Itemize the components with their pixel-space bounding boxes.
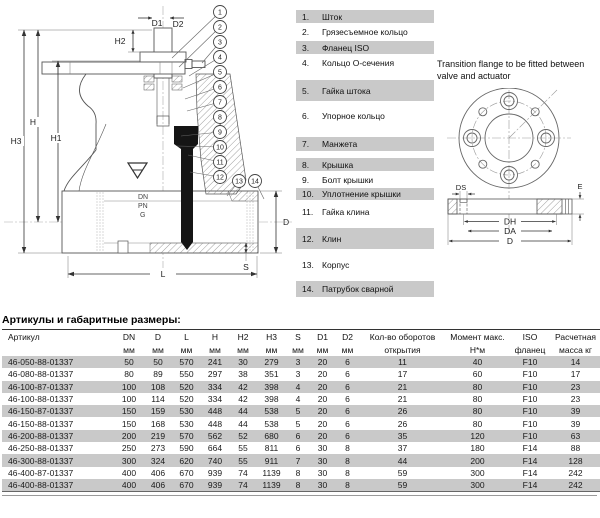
part-label: Уплотнение крышки <box>322 189 401 199</box>
value-cell: 351 <box>264 369 279 380</box>
table-row <box>2 454 600 466</box>
value-cell: 89 <box>153 369 163 380</box>
value-cell: 6 <box>295 430 301 441</box>
column-unit: мм <box>180 344 193 355</box>
callout-8 <box>214 111 227 124</box>
value-cell: 241 <box>207 357 223 368</box>
parts-list <box>296 6 434 297</box>
article-cell: 46-150-87-01337 <box>8 406 74 417</box>
table-row <box>2 479 600 492</box>
value-cell: 26 <box>397 406 408 417</box>
part-item <box>296 228 434 249</box>
value-cell: 37 <box>397 443 408 454</box>
value-cell: 8 <box>345 480 350 491</box>
value-cell: 406 <box>150 467 166 478</box>
value-cell: 74 <box>238 467 248 478</box>
value-cell: 59 <box>397 467 408 478</box>
callout-5 <box>214 66 227 79</box>
part-number: 8. <box>302 159 310 170</box>
dim-d2: D2 <box>172 19 184 29</box>
table-row <box>2 368 600 380</box>
value-cell: 20 <box>317 394 328 405</box>
value-cell: 20 <box>317 381 328 392</box>
value-cell: 100 <box>121 381 137 392</box>
value-cell: 520 <box>179 381 194 392</box>
table-row <box>2 381 600 393</box>
table-row <box>2 417 600 429</box>
column-header: Артикул <box>8 331 40 342</box>
value-cell: 40 <box>472 357 483 368</box>
column-header: DN <box>122 331 136 342</box>
value-cell: 14 <box>570 357 581 368</box>
column-unit: Н*м <box>469 344 486 355</box>
column-header: ISO <box>522 331 538 342</box>
part-label: Манжета <box>322 139 358 149</box>
value-cell: 250 <box>121 443 137 454</box>
part-label: Шток <box>322 11 343 22</box>
callout-4 <box>214 51 227 64</box>
value-cell: F10 <box>522 406 538 417</box>
value-cell: 42 <box>238 381 248 392</box>
column-header: H3 <box>266 331 277 342</box>
value-cell: 11 <box>398 357 407 368</box>
value-cell: 26 <box>397 418 408 429</box>
part-number: 11. <box>302 206 314 217</box>
body-mark-pn: PN <box>138 203 148 210</box>
value-cell: F14 <box>522 480 538 491</box>
value-cell: 180 <box>470 443 485 454</box>
value-cell: 20 <box>317 357 328 368</box>
value-cell: F10 <box>522 394 538 405</box>
part-label: Клин <box>322 233 342 244</box>
svg-text:7: 7 <box>218 99 222 107</box>
value-cell: 911 <box>264 455 279 466</box>
value-cell: 59 <box>397 480 408 491</box>
value-cell: 44 <box>238 418 248 429</box>
value-cell: F10 <box>522 381 538 392</box>
value-cell: 562 <box>207 430 223 441</box>
value-cell: 7 <box>295 455 301 466</box>
value-cell: 242 <box>568 467 583 478</box>
value-cell: 530 <box>179 406 194 417</box>
value-cell: 398 <box>264 394 279 405</box>
value-cell: 680 <box>264 430 279 441</box>
value-cell: 35 <box>397 430 408 441</box>
article-cell: 46-300-88-01337 <box>8 455 74 466</box>
value-cell: 219 <box>150 430 166 441</box>
label-dh: DH <box>503 216 517 227</box>
value-cell: 8 <box>345 455 350 466</box>
value-cell: 334 <box>207 381 223 392</box>
column-unit: открытия <box>384 344 421 355</box>
value-cell: 4 <box>295 394 301 405</box>
value-cell: 20 <box>317 369 328 380</box>
value-cell: 530 <box>179 418 194 429</box>
value-cell: 5 <box>295 406 301 417</box>
value-cell: 300 <box>121 455 137 466</box>
callout-11 <box>214 156 227 169</box>
value-cell: 300 <box>470 467 485 478</box>
part-item <box>296 205 434 218</box>
part-number: 12. <box>302 233 314 244</box>
column-header: D2 <box>342 331 353 342</box>
value-cell: 23 <box>570 394 581 405</box>
value-cell: F14 <box>522 467 538 478</box>
part-item <box>296 80 434 101</box>
column-unit: фланец <box>514 344 546 355</box>
value-cell: 20 <box>317 418 328 429</box>
svg-text:6: 6 <box>218 84 222 92</box>
table-row <box>2 467 600 479</box>
value-cell: 38 <box>238 369 248 380</box>
value-cell: 30 <box>317 443 328 454</box>
column-unit: мм <box>341 344 354 355</box>
value-cell: 80 <box>472 394 483 405</box>
value-cell: 400 <box>121 467 137 478</box>
value-cell: 30 <box>317 467 328 478</box>
column-header: Момент макс. <box>450 331 505 342</box>
article-cell: 46-050-88-01337 <box>8 357 74 368</box>
value-cell: 159 <box>150 406 166 417</box>
value-cell: 108 <box>150 381 166 392</box>
value-cell: 939 <box>207 467 223 478</box>
column-unit: мм <box>152 344 164 355</box>
label-da: DA <box>504 226 516 237</box>
value-cell: 20 <box>317 430 328 441</box>
table-title: Артикулы и габаритные размеры: <box>2 314 181 326</box>
value-cell: 8 <box>295 467 301 478</box>
part-number: 4. <box>302 57 310 68</box>
part-label: Гайка клина <box>322 206 370 217</box>
part-label: Корпус <box>322 260 350 270</box>
callout-13 <box>233 175 246 188</box>
value-cell: 80 <box>472 406 483 417</box>
column-header: Расчетная <box>554 331 597 342</box>
part-item <box>296 25 434 38</box>
value-cell: 570 <box>179 357 194 368</box>
svg-text:8: 8 <box>218 114 222 122</box>
value-cell: F14 <box>522 455 538 466</box>
column-header: D1 <box>317 331 328 342</box>
part-number: 1. <box>302 11 310 22</box>
value-cell: 570 <box>179 430 194 441</box>
flange-section-view <box>448 199 572 214</box>
svg-text:12: 12 <box>216 174 224 182</box>
table-row <box>2 430 600 442</box>
part-number: 7. <box>302 139 310 149</box>
article-cell: 46-150-88-01337 <box>8 418 74 429</box>
column-header: Кол-во оборотов <box>369 331 436 342</box>
column-unit <box>2 343 114 356</box>
value-cell: 6 <box>345 418 350 429</box>
svg-text:10: 10 <box>216 144 224 152</box>
value-cell: 39 <box>570 406 581 417</box>
value-cell: 6 <box>345 394 350 405</box>
spec-table-header <box>2 330 600 357</box>
value-cell: 80 <box>472 418 483 429</box>
value-cell: 300 <box>470 480 485 491</box>
part-item <box>296 158 434 171</box>
value-cell: 8 <box>295 480 301 491</box>
part-label: Крышка <box>322 159 354 170</box>
value-cell: 60 <box>472 369 483 380</box>
column-header: D <box>154 331 162 342</box>
value-cell: 200 <box>470 455 485 466</box>
value-cell: 39 <box>570 418 581 429</box>
bottom-rule <box>2 495 597 496</box>
value-cell: 8 <box>345 467 350 478</box>
value-cell: 21 <box>397 381 408 392</box>
column-header: H <box>211 331 219 342</box>
value-cell: 100 <box>121 394 137 405</box>
value-cell: 150 <box>121 418 137 429</box>
dim-h3: H3 <box>10 136 22 146</box>
value-cell: 55 <box>238 455 248 466</box>
svg-text:4: 4 <box>218 54 222 62</box>
column-unit: мм <box>123 344 135 355</box>
callout-10 <box>214 141 227 154</box>
article-cell: 46-400-87-01337 <box>8 467 74 478</box>
callout-6 <box>214 81 227 94</box>
table-row <box>2 393 600 405</box>
part-item <box>296 41 434 54</box>
table-row <box>2 442 600 454</box>
part-number: 13. <box>302 260 314 270</box>
part-label: Кольцо О-сечения <box>322 57 395 68</box>
callout-2 <box>214 21 227 34</box>
value-cell: 520 <box>179 394 194 405</box>
value-cell: 88 <box>570 443 581 454</box>
dim-d: D <box>283 217 290 227</box>
value-cell: 55 <box>238 443 248 454</box>
value-cell: 273 <box>150 443 166 454</box>
svg-text:5: 5 <box>218 69 222 77</box>
value-cell: 448 <box>207 406 223 417</box>
value-cell: 939 <box>207 480 223 491</box>
value-cell: 168 <box>150 418 166 429</box>
value-cell: 20 <box>317 406 328 417</box>
part-label: Патрубок сварной <box>322 284 394 294</box>
value-cell: 120 <box>470 430 485 441</box>
value-cell: 6 <box>345 430 350 441</box>
dim-d1: D1 <box>151 18 163 28</box>
flange-note: Transition flange to be fitted between valve and actuator <box>437 59 585 82</box>
value-cell: 50 <box>124 357 134 368</box>
label-d: D <box>506 236 514 247</box>
value-cell: F10 <box>522 430 538 441</box>
value-cell: 5 <box>295 418 301 429</box>
value-cell: 6 <box>345 357 350 368</box>
value-cell: 664 <box>207 443 223 454</box>
callout-9 <box>214 126 227 139</box>
value-cell: 17 <box>570 369 581 380</box>
value-cell: F14 <box>522 443 538 454</box>
part-item <box>296 137 434 151</box>
column-unit: мм <box>292 344 304 355</box>
dim-h2: H2 <box>114 36 126 46</box>
callout-3 <box>214 36 227 49</box>
manufacturer-logo <box>128 163 147 178</box>
part-number: 2. <box>302 26 310 37</box>
value-cell: 128 <box>568 455 583 466</box>
svg-text:11: 11 <box>216 159 224 167</box>
value-cell: 17 <box>397 369 408 380</box>
body-mark-dn: DN <box>138 194 149 201</box>
value-cell: 324 <box>150 455 166 466</box>
value-cell: 114 <box>151 394 165 405</box>
value-cell: 400 <box>121 480 137 491</box>
part-label: Фланец ISO <box>322 42 370 53</box>
column-unit: мм <box>316 344 329 355</box>
value-cell: 52 <box>238 430 248 441</box>
value-cell: 42 <box>238 394 248 405</box>
callout-7 <box>214 96 227 109</box>
value-cell: 279 <box>264 357 279 368</box>
article-cell: 46-400-88-01337 <box>8 480 74 491</box>
value-cell: 334 <box>207 394 223 405</box>
part-item <box>296 56 434 69</box>
part-number: 6. <box>302 111 310 121</box>
value-cell: 6 <box>345 369 350 380</box>
value-cell: F10 <box>522 418 538 429</box>
value-cell: 740 <box>207 455 223 466</box>
callout-14 <box>249 175 262 188</box>
value-cell: F10 <box>522 357 538 368</box>
value-cell: 80 <box>124 369 134 380</box>
value-cell: 242 <box>568 480 583 491</box>
value-cell: 550 <box>179 369 194 380</box>
part-number: 5. <box>302 85 310 96</box>
part-item <box>296 173 434 186</box>
value-cell: 30 <box>317 480 328 491</box>
callout-12 <box>214 171 227 184</box>
article-cell: 46-100-87-01337 <box>8 381 74 392</box>
part-label: Грязесъемное кольцо <box>322 26 408 37</box>
callout-1 <box>214 6 227 19</box>
value-cell: 670 <box>179 480 194 491</box>
value-cell: 44 <box>238 406 248 417</box>
column-unit: мм <box>237 344 249 355</box>
value-cell: 3 <box>295 369 301 380</box>
value-cell: 4 <box>295 381 301 392</box>
value-cell: 538 <box>264 418 279 429</box>
value-cell: 398 <box>264 381 279 392</box>
value-cell: 30 <box>238 357 248 368</box>
dim-h: H <box>29 117 37 127</box>
value-cell: 74 <box>238 480 248 491</box>
part-item <box>296 10 434 23</box>
part-label: Упорное кольцо <box>322 111 385 121</box>
article-cell: 46-080-88-01337 <box>8 369 74 380</box>
article-cell: 46-250-88-01337 <box>8 443 74 454</box>
part-number: 9. <box>302 174 310 185</box>
column-header: S <box>295 331 301 342</box>
column-unit: масса кг <box>559 344 592 355</box>
part-label: Болт крышки <box>322 174 374 185</box>
part-number: 3. <box>302 42 310 53</box>
svg-text:14: 14 <box>251 178 259 186</box>
column-unit: мм <box>209 344 221 355</box>
value-cell: 297 <box>207 369 223 380</box>
svg-text:9: 9 <box>218 129 222 137</box>
svg-text:2: 2 <box>218 24 222 32</box>
value-cell: 63 <box>570 430 581 441</box>
dim-h1: H1 <box>50 133 62 143</box>
part-label: Гайка штока <box>322 85 371 96</box>
part-number: 10. <box>302 189 314 199</box>
value-cell: 1139 <box>262 467 281 478</box>
value-cell: 811 <box>264 443 279 454</box>
value-cell: 590 <box>179 443 194 454</box>
svg-text:1: 1 <box>218 9 222 17</box>
value-cell: 44 <box>397 455 408 466</box>
column-unit: мм <box>265 344 278 355</box>
dim-l: L <box>160 269 166 279</box>
value-cell: 6 <box>345 406 350 417</box>
column-header: L <box>184 331 189 342</box>
flange-area <box>437 58 599 280</box>
column-header: H2 <box>237 331 249 342</box>
value-cell: 1139 <box>262 480 281 491</box>
value-cell: F10 <box>522 369 538 380</box>
part-item <box>296 258 434 272</box>
valve-technical-drawing <box>0 0 296 312</box>
svg-text:3: 3 <box>218 39 222 47</box>
spec-table <box>2 329 600 492</box>
value-cell: 620 <box>179 455 194 466</box>
body-mark-g: G <box>140 212 146 219</box>
value-cell: 23 <box>570 381 581 392</box>
table-row <box>2 356 600 368</box>
value-cell: 8 <box>345 443 350 454</box>
value-cell: 200 <box>121 430 137 441</box>
value-cell: 448 <box>207 418 223 429</box>
value-cell: 670 <box>179 467 194 478</box>
spec-table-body <box>2 356 600 492</box>
table-row <box>2 405 600 417</box>
svg-text:13: 13 <box>235 178 243 186</box>
value-cell: 6 <box>295 443 301 454</box>
spec-table-section <box>2 314 597 496</box>
part-item <box>296 107 434 125</box>
value-cell: 406 <box>150 480 166 491</box>
part-item <box>296 281 434 297</box>
part-number: 14. <box>302 284 314 294</box>
value-cell: 3 <box>295 357 301 368</box>
label-ds: DS <box>455 183 467 193</box>
article-cell: 46-200-88-01337 <box>8 430 74 441</box>
transition-flange-drawing <box>437 88 597 280</box>
dim-s: S <box>243 262 249 272</box>
value-cell: 6 <box>345 381 350 392</box>
value-cell: 50 <box>153 357 163 368</box>
value-cell: 538 <box>264 406 279 417</box>
value-cell: 150 <box>121 406 137 417</box>
value-cell: 30 <box>317 455 328 466</box>
article-cell: 46-100-88-01337 <box>8 394 74 405</box>
value-cell: 80 <box>472 381 483 392</box>
value-cell: 21 <box>397 394 408 405</box>
label-e: E <box>577 182 583 192</box>
part-item <box>296 188 434 200</box>
